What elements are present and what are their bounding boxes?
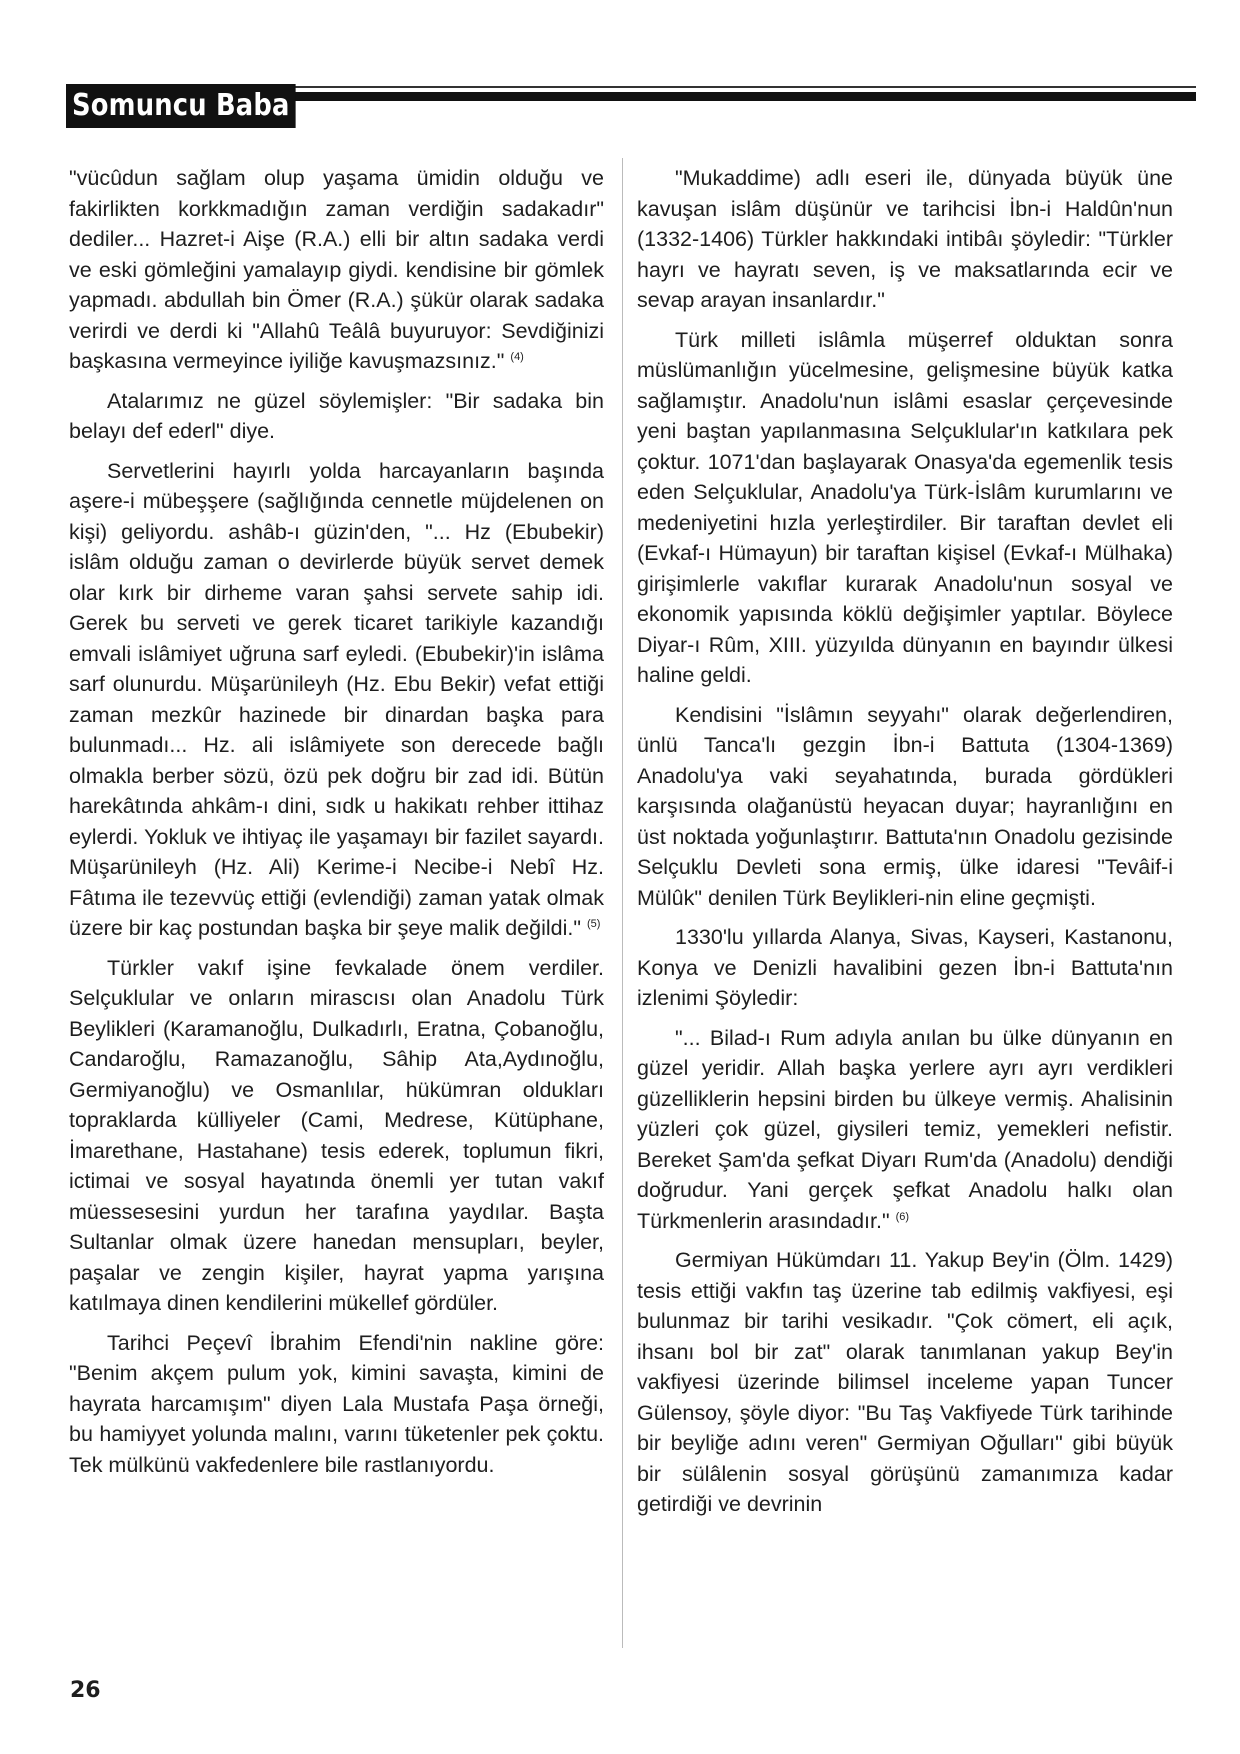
left-column [69, 163, 604, 1698]
footnote-marker: (6) [895, 1210, 910, 1223]
paragraph [69, 1328, 604, 1481]
header-thin-rule [272, 86, 1196, 88]
paragraph [69, 953, 604, 1319]
paragraph-text: Kendisini "İslâmın seyyahı" olarak değerlendiren, ünlü Tanca'lı gezgin İbn-i Battuta (1304-1369) Anadolu'ya vaki seyahatında, burada gördükleri karşısında olağanüstü heyacan duyar; hayranlığını en üst noktada yoğunlaştırır. Battuta'nın Onadolu gezisinde Selçuklu Devleti sona ermiş, ülke idaresi "Tevâif-i Mülûk" denilen Türk Beylikleri-nin eline geçmişti. [637, 702, 1173, 910]
paragraph [637, 1023, 1173, 1237]
paragraph [69, 386, 604, 447]
paragraph-text: Türk milleti islâmla müşerref olduktan sonra müslümanlığın yücelmesine, gelişmesine büyük katka sağlamıştır. Anadolu'nun islâmi esaslar çerçevesinde yeni baştan yapılanmasına Selçuklular'ın katkılara pek çoktur. 1071'dan başlayarak Onasya'da egemenlik tesis eden Selçuklular, Anadolu'ya Türk-İslâm kurumlarını ve medeniyetini hızla yerleştirdiler. Bir taraftan devlet eli (Evkaf-ı Hümayun) bir taraftan kişisel (Evkaf-ı Mülhaka) girişimlerle vakıflar kurarak Anadolu'nun sosyal ve ekonomik yapısında köklü değişimler yaptılar. Böylece Diyar-ı Rûm, XIII. yüzyılda dünyanın en bayındır ülkesi haline geldi. [637, 327, 1173, 687]
paragraph [637, 163, 1173, 316]
right-column [637, 163, 1173, 1698]
paragraph-text: "... Bilad-ı Rum adıyla anılan bu ülke dünyanın en güzel yeridir. Allah başka yerlere ayrı ayrı verdikleri güzelliklerin hepsini birden bu ülkeye vermiş. Ahalisinin yüzleri çok güzel, giysileri temiz, yemekleri nefistir. Bereket Şam'da şefkat Diyarı Rum'da (Anadolu) dendiği doğrudur. Yani gerçek şefkat Anadolu halkı olan Türkmenlerin arasındadır." [637, 1025, 1173, 1233]
paragraph [637, 325, 1173, 691]
column-divider [622, 158, 623, 1648]
paragraph-text: Atalarımız ne güzel söylemişler: "Bir sadaka bin belayı def ederl" diye. [69, 388, 604, 443]
paragraph [637, 922, 1173, 1014]
paragraph-text: Germiyan Hükümdarı 11. Yakup Bey'in (Ölm. 1429) tesis ettiği vakfın taş üzerine tab edilmiş vakfiyesi, eşi bulunmaz bir tarihi vesikadır. "Çok cömert, eli açık, ihsanı bol bir zat" olarak tanımlanan yakup Bey'in vakfiyesi üzerinde bilimsel inceleme yapan Tuncer Gülensoy, şöyle diyor: "Bu Taş Vakfiyede Türk tarihinde bir beyliğe adını veren" Germiyan Oğulları" gibi büyük bir sülâlenin sosyal görüşünü zamanımıza kadar getirdiği ve devrinin [637, 1248, 1173, 1516]
paragraph-text: "Mukaddime) adlı eseri ile, dünyada büyük üne kavuşan islâm düşünür ve tarihcisi İbn-i Haldûn'nun (1332-1406) Türkler hakkındaki intibâı şöyledir: "Türkler hayrı ve hayratı seven, iş ve maksatlarında ecir ve sevap arayan insanlardır." [637, 166, 1173, 312]
paragraph-text: "vücûdun sağlam olup yaşama ümidin olduğu ve fakirlikten korkkmadığın zaman verdiğin sadakadır" dediler... Hazret-i Aişe (R.A.) elli bir altın sadaka verdi ve eski gömleğini yamalayıp giydi. kendisine bir gömlek yapmadı. abdullah bin Ömer (R.A.) şükür olarak sadaka verirdi ve derdi ki "Allahû Teâlâ buyuruyor: Sevdiğinizi başkasına vermeyince iyiliğe kavuşmazsınız." [69, 166, 604, 373]
paragraph-text: Türkler vakıf işine fevkalade önem verdiler. Selçuklular ve onların mirascısı olan Anadolu Türk Beylikleri (Karamanoğlu, Dulkadırlı, Eratna, Çobanoğlu, Candaroğlu, Ramazanoğlu, Sâhip Ata,Aydınoğlu, Germiyanoğlu) ve Osmanlılar, hükümran oldukları topraklarda külliyeler (Cami, Medrese, Kütüphane, İmarethane, Hastahane) tesis ederek, toplumun fikri, ictimai ve sosyal hayatında önemli yer tutan vakıf müessesesini yurdun her tarafına yaydılar. Başta Sultanlar olmak üzere hanedan mensupları, beyler, paşalar ve zengin kişiler, hayrat yapma yarışına katılmaya dinen kendilerini mükellef gördüler. [69, 955, 604, 1315]
header-thick-rule [272, 92, 1196, 101]
paragraph-text: Tarihci Peçevî İbrahim Efendi'nin nakline göre: "Benim akçem pulum yok, kimini savaşta, kimini de hayrata harcamışım" diyen Lala Mustafa Paşa örneği, bu hamiyyet yolunda malını, varını tüketenler pek çoktu. Tek mülkünü vakfedenlere bile rastlanıyordu. [69, 1330, 604, 1477]
page-number: 26 [70, 1678, 101, 1703]
page-header [66, 80, 1196, 130]
paragraph-text: 1330'lu yıllarda Alanya, Sivas, Kayseri, Kastanonu, Konya ve Denizli havalibini gezen İbn-i Battuta'nın izlenimi Şöyledir: [637, 925, 1173, 1010]
paragraph-text: Servetlerini hayırlı yolda harcayanların başında aşere-i mübeşşere (sağlığında cennetle müjdelenen on kişi) geliyordu. ashâb-ı güzin'den, "... Hz (Ebubekir) islâm olduğu zaman o devirlerde büyük servet demek olar kırk bir dirheme varan şahsi servete sahip idi. Gerek bu serveti ve gerek ticaret tarikiyle kazandığı emvali islâmiyet uğruna sarf eyledi. (Ebubekir)'in islâma sarf olunurdu. Müşarünileyh (Hz. Ebu Bekir) vefat ettiği zaman mezkûr hazinede bir dinardan başka para bulunmadı... Hz. ali islâmiyete son derecede bağlı olmakla berber sözü, özü pek doğru bir zad idi. Bütün harekâtında ahkâm-ı dini, sıdk u hakikatı rehber ittihaz eylerdi. Yokluk ve ihtiyaç ile yaşamayı bir fazilet sayardı. Müşarünileyh (Hz. Ali) Kerime-i Necibe-i Nebî Hz. Fâtıma ile tezevvüç ettiği (evlendiği) zaman yatak olmak üzere bir kaç postundan başka bir şeye malik değildi." [69, 458, 604, 940]
paragraph [69, 456, 604, 944]
footnote-marker: (4) [510, 351, 524, 363]
paragraph [637, 1245, 1173, 1520]
paragraph [69, 163, 604, 377]
masthead-title: Somuncu Baba [66, 84, 296, 128]
paragraph [637, 700, 1173, 914]
footnote-marker: (5) [586, 918, 601, 930]
